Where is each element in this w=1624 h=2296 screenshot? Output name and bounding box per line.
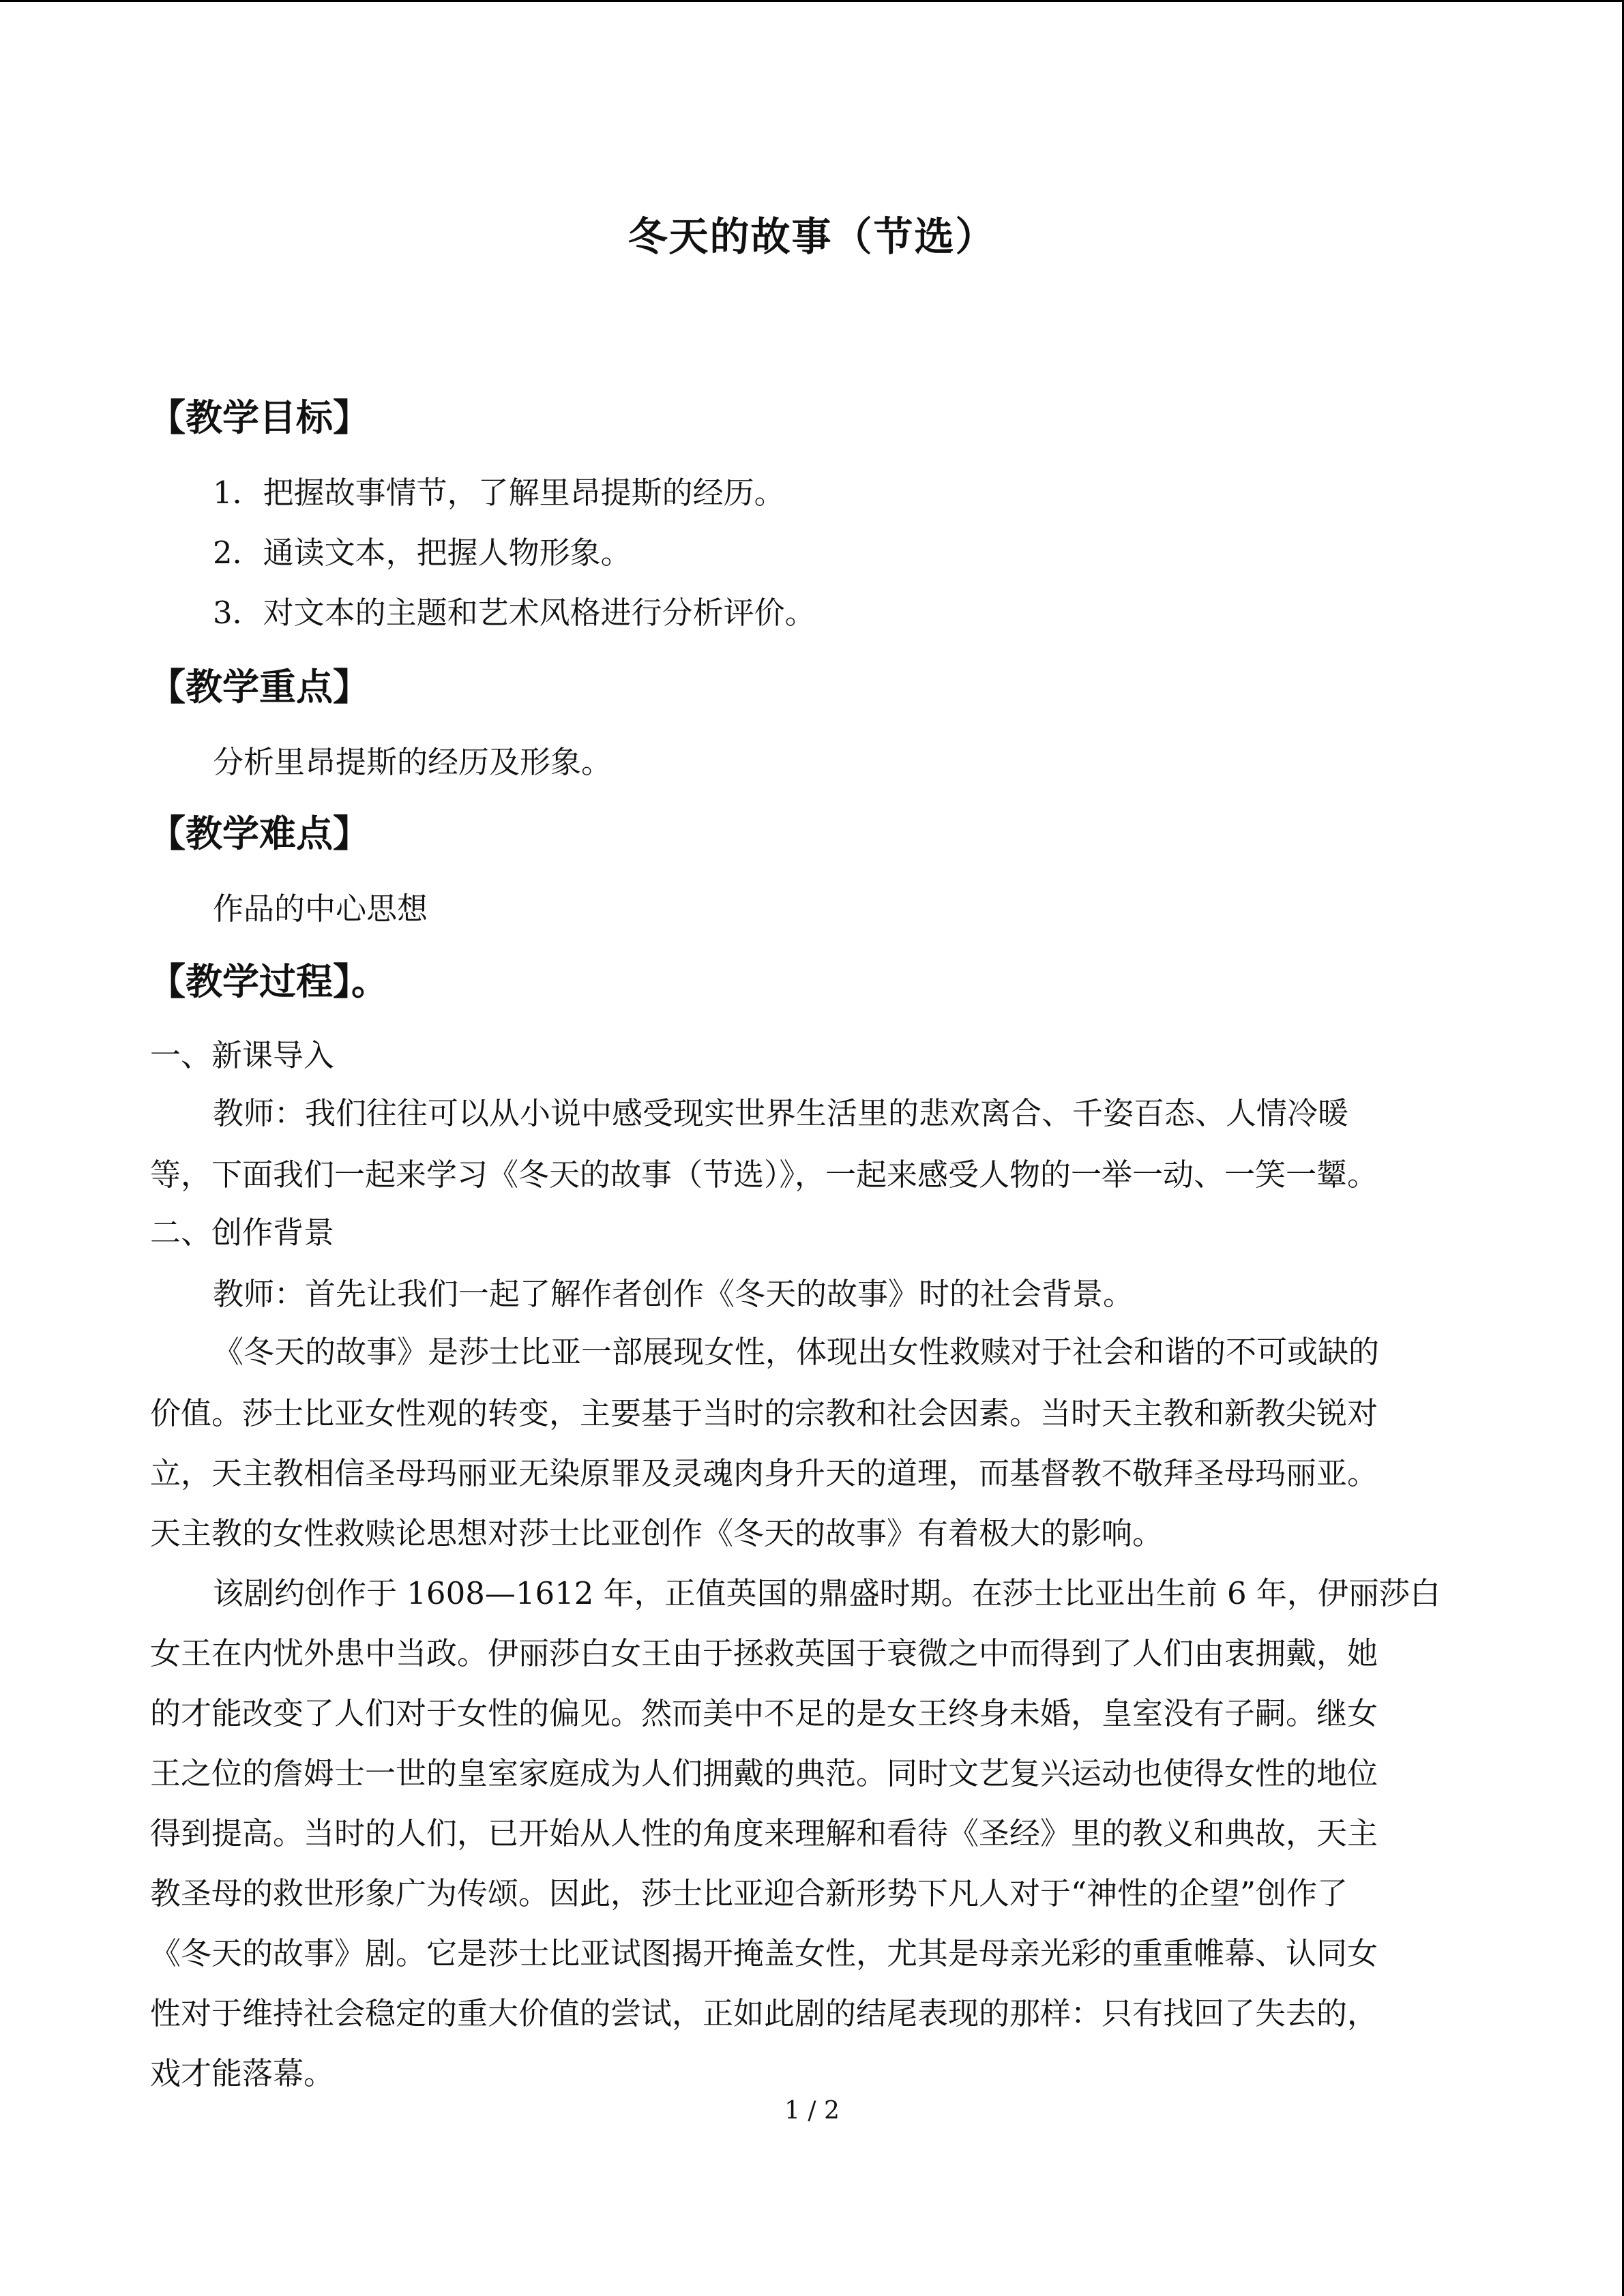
- paragraph-line: 《冬天的故事》是莎士比亚一部展现女性，体现出女性救赎对于社会和谐的不可或缺的: [213, 1334, 1380, 1370]
- heading-process: 【教学过程】。: [149, 959, 388, 1003]
- paragraph-line: 教师：首先让我们一起了解作者创作《冬天的故事》时的社会背景。: [213, 1276, 1134, 1312]
- heading-goals: 【教学目标】: [149, 396, 370, 439]
- paragraph-line: 性对于维持社会稳定的重大价值的尝试，正如此剧的结尾表现的那样：只有找回了失去的，: [150, 1995, 1378, 2031]
- part1-title: 一、新课导入: [150, 1037, 335, 1073]
- paragraph-line: 价值。莎士比亚女性观的转变，主要基于当时的宗教和社会因素。当时天主教和新教尖锐对: [150, 1395, 1378, 1431]
- paragraph-line: 教圣母的救世形象广为传颂。因此，莎士比亚迎合新形势下凡人对于“神性的企望”创作了: [150, 1875, 1348, 1911]
- focus-text: 分析里昂提斯的经历及形象。: [213, 744, 612, 780]
- paragraph-line: 立，天主教相信圣母玛丽亚无染原罪及灵魂肉身升天的道理，而基督教不敬拜圣母玛丽亚。: [150, 1455, 1378, 1491]
- goal-item-1: 1．把握故事情节，了解里昂提斯的经历。: [213, 475, 785, 511]
- difficulty-text: 作品的中心思想: [213, 891, 428, 927]
- paragraph-line: 戏才能落幕。: [150, 2055, 335, 2091]
- paragraph-line: 女王在内忧外患中当政。伊丽莎白女王由于拯救英国于衰微之中而得到了人们由衷拥戴，她: [150, 1635, 1378, 1671]
- paragraph-line: 王之位的詹姆士一世的皇室家庭成为人们拥戴的典范。同时文艺复兴运动也使得女性的地位: [150, 1755, 1378, 1791]
- page-border-top: [0, 0, 1624, 2]
- paragraph-line: 天主教的女性救赎论思想对莎士比亚创作《冬天的故事》有着极大的影响。: [150, 1515, 1164, 1551]
- paragraph-line: 教师：我们往往可以从小说中感受现实世界生活里的悲欢离合、千姿百态、人情冷暖: [213, 1095, 1349, 1131]
- paragraph-line: 等，下面我们一起来学习《冬天的故事（节选）》，一起来感受人物的一举一动、一笑一颦。: [150, 1157, 1378, 1193]
- goal-item-2: 2．通读文本，把握人物形象。: [213, 535, 632, 571]
- part2-title: 二、创作背景: [150, 1214, 335, 1251]
- heading-difficulty: 【教学难点】: [149, 811, 370, 855]
- page-title: 冬天的故事（节选）: [628, 213, 996, 260]
- goal-item-3: 3．对文本的主题和艺术风格进行分析评价。: [213, 595, 816, 631]
- heading-focus: 【教学重点】: [149, 665, 370, 709]
- paragraph-line: 《冬天的故事》剧。它是莎士比亚试图揭开掩盖女性，尤其是母亲光彩的重重帷幕、认同女: [150, 1935, 1378, 1971]
- paragraph-line: 该剧约创作于 1608—1612 年，正值英国的鼎盛时期。在莎士比亚出生前 6 年，伊丽莎白: [213, 1575, 1441, 1611]
- page-number: 1 / 2: [784, 2097, 840, 2125]
- paragraph-line: 的才能改变了人们对于女性的偏见。然而美中不足的是女王终身未婚，皇室没有子嗣。继女: [150, 1695, 1378, 1731]
- paragraph-line: 得到提高。当时的人们，已开始从人性的角度来理解和看待《圣经》里的教义和典故，天主: [150, 1815, 1378, 1851]
